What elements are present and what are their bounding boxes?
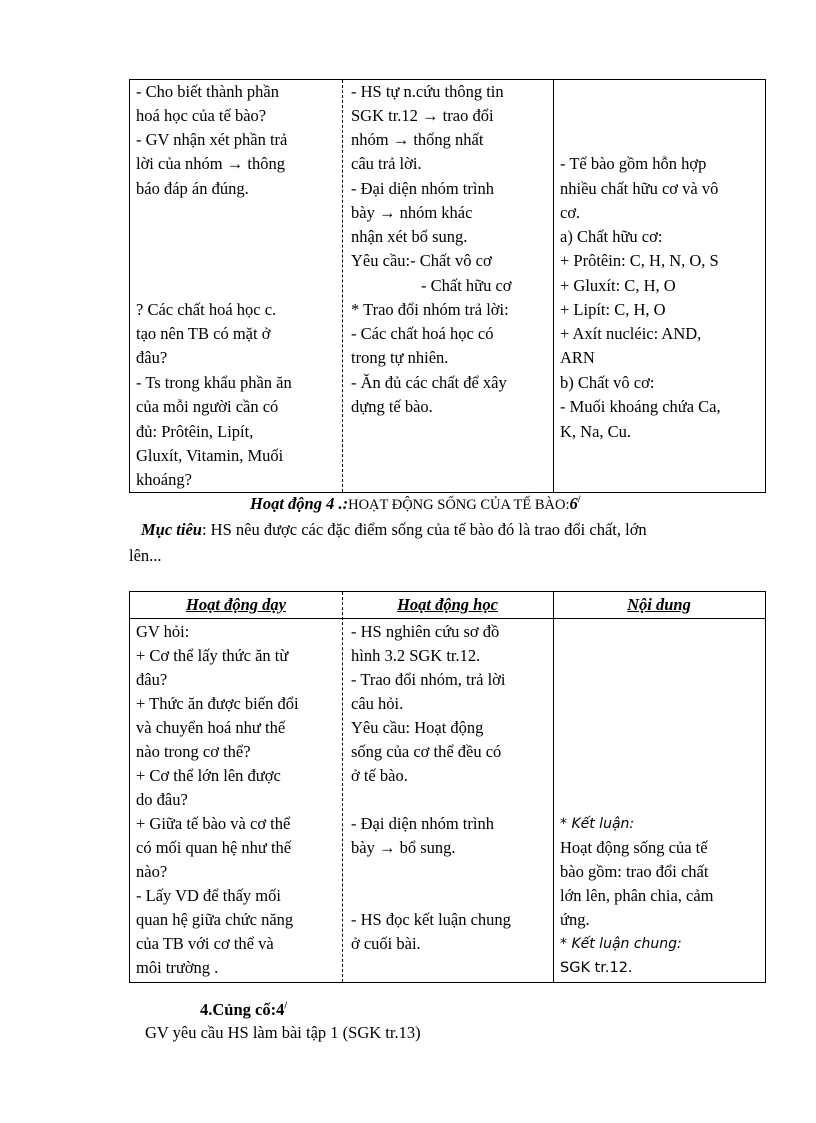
table-cell-line: nhận xét bổ sung. — [351, 227, 468, 246]
table-cell-line: nhóm → thống nhất — [351, 130, 484, 149]
table-cell-line: - Ăn đủ các chất để xây — [351, 373, 507, 392]
table-cell-line: và chuyển hoá như thế — [136, 718, 286, 737]
table-cell-line: Yêu cầu:- Chất vô cơ — [351, 251, 492, 270]
table-cell-line: lời của nhóm → thông — [136, 154, 285, 173]
table-cell-line: khoáng? — [136, 470, 192, 489]
table-cell-line: * Kết luận chung: — [560, 936, 682, 952]
activity-title: HOẠT ĐỘNG SỐNG CỦA TẾ BÀO: — [348, 497, 570, 513]
table-cell-line: + Thức ăn được biến đổi — [136, 694, 299, 713]
objective-continuation: lên... — [129, 546, 162, 565]
table-cell-line: - HS đọc kết luận chung — [351, 910, 511, 929]
table-cell-line: - Chất hữu cơ — [421, 276, 512, 295]
table-cell-line: ? Các chất hoá học c. — [136, 300, 277, 319]
table1-content-column — [553, 80, 765, 492]
table-cell-line: * Kết luận: — [560, 816, 635, 832]
table-cell-line: * Trao đổi nhóm trả lời: — [351, 300, 509, 319]
table-cell-line: - Ts trong khẩu phần ăn — [136, 373, 292, 392]
table-cell-line: - HS tự n.cứu thông tin — [351, 82, 504, 101]
consolidation-text: GV yêu cầu HS làm bài tập 1 (SGK tr.13) — [145, 1023, 421, 1042]
table-cell-line: tạo nên TB có mặt ở — [136, 324, 271, 343]
table-cell-line: lớn lên, phân chia, cảm — [560, 886, 714, 905]
table-cell-line: ở tế bào. — [351, 766, 408, 785]
objective-label: Mục tiêu — [141, 520, 202, 539]
table-cell-line: ứng. — [560, 910, 590, 929]
table-cell-line: Gluxít, Vitamin, Muối — [136, 446, 284, 465]
table-cell-line: nào trong cơ thể? — [136, 742, 251, 761]
table-cell-line: - Cho biết thành phần — [136, 82, 279, 101]
table-cell-line: - Trao đổi nhóm, trả lời — [351, 670, 506, 689]
table-cell-line: của TB với cơ thể và — [136, 934, 274, 953]
table-cell-line: hoá học của tế bào? — [136, 106, 267, 125]
table-cell-line: K, Na, Cu. — [560, 422, 632, 441]
table-cell-line: + Prôtêin: C, H, N, O, S — [560, 251, 719, 270]
table1-student-column — [342, 80, 553, 492]
table-cell-line: - Các chất hoá học có — [351, 324, 494, 343]
table-cell-line: - GV nhận xét phần trả — [136, 130, 288, 149]
header-content: Nội dung — [627, 595, 691, 614]
objective-line — [141, 520, 647, 540]
table-cell-line: + Giữa tế bào và cơ thể — [136, 814, 291, 833]
table-cell-line: bày → nhóm khác — [351, 203, 473, 222]
table-cell-line: ARN — [560, 348, 595, 367]
activity-label: Hoạt động 4 — [250, 494, 335, 513]
table-cell-line: quan hệ giữa chức năng — [136, 910, 294, 929]
table-cell-line: đâu? — [136, 348, 168, 367]
table-cell-line: sống của cơ thể đều có — [351, 742, 502, 761]
activity-heading — [250, 494, 581, 514]
activity-table — [129, 591, 766, 983]
table-cell-line: nhiều chất hữu cơ và vô — [560, 179, 719, 198]
table-cell-line: - Đại diện nhóm trình — [351, 814, 494, 833]
consolidation-time-mark: / — [284, 1000, 288, 1012]
table-cell-line: hình 3.2 SGK tr.12. — [351, 646, 481, 665]
table-cell-line: SGK tr.12 → trao đổi — [351, 106, 494, 125]
table-cell-line: + Cơ thể lấy thức ăn từ — [136, 646, 289, 665]
table-cell-line: - Đại diện nhóm trình — [351, 179, 494, 198]
header-learning: Hoạt động học — [397, 595, 498, 614]
table-cell-line: + Lipít: C, H, O — [560, 300, 666, 319]
table-cell-line: trong tự nhiên. — [351, 348, 449, 367]
objective-text: : HS nêu được các đặc điểm sống của tế bào đó là trao đổi chất, lớn — [201, 520, 647, 539]
table-cell-line: câu hỏi. — [351, 694, 404, 713]
table-cell-line: bày → bổ sung. — [351, 838, 456, 857]
nutrient-table — [129, 79, 766, 493]
table-cell-line: b) Chất vô cơ: — [560, 373, 655, 392]
table-cell-line: dựng tế bào. — [351, 397, 433, 416]
table-cell-line: - Lấy VD để thấy mối — [136, 886, 281, 905]
consolidation-title-text: 4.Củng cố:4 — [200, 1000, 285, 1019]
table-cell-line: do đâu? — [136, 790, 188, 809]
activity-separator: .: — [334, 494, 349, 513]
table-cell-line: của mỗi người cần có — [136, 397, 279, 416]
table-cell-line: - Tế bào gồm hỗn hợp — [560, 154, 707, 173]
table-cell-line: Yêu cầu: Hoạt động — [351, 718, 484, 737]
table-cell-line: có mối quan hệ như thế — [136, 838, 292, 857]
table-cell-line: nào? — [136, 862, 168, 881]
table-cell-line: Hoạt động sống của tế — [560, 838, 708, 857]
table-cell-line: + Cơ thể lớn lên được — [136, 766, 281, 785]
table-cell-line: + Gluxít: C, H, O — [560, 276, 676, 295]
table-cell-line: cơ. — [560, 203, 581, 222]
table-cell-line: - HS nghiên cứu sơ đồ — [351, 622, 500, 641]
table2-teacher-column — [130, 592, 342, 982]
table-cell-line: bào gồm: trao đổi chất — [560, 862, 709, 881]
table-cell-line: SGK tr.12. — [560, 960, 633, 976]
activity-time-mark: / — [577, 494, 581, 506]
header-teaching: Hoạt động dạy — [186, 595, 286, 614]
table-cell-line: đủ: Prôtêin, Lipít, — [136, 422, 254, 441]
table-cell-line: ở cuối bài. — [351, 934, 421, 953]
table2-student-column — [342, 592, 553, 982]
table-cell-line: môi trường . — [136, 958, 219, 977]
table2-content-column — [553, 592, 765, 982]
table-cell-line: đâu? — [136, 670, 168, 689]
table-cell-line: + Axít nucléic: AND, — [560, 324, 702, 343]
table-cell-line: GV hỏi: — [136, 622, 190, 641]
table1-teacher-column — [130, 80, 342, 492]
consolidation-title — [200, 1000, 287, 1020]
activity-time: 6 — [569, 494, 578, 513]
table-cell-line: câu trả lời. — [351, 154, 422, 173]
table-cell-line: a) Chất hữu cơ: — [560, 227, 663, 246]
table-cell-line: báo đáp án đúng. — [136, 179, 249, 198]
table-cell-line: - Muối khoáng chứa Ca, — [560, 397, 721, 416]
